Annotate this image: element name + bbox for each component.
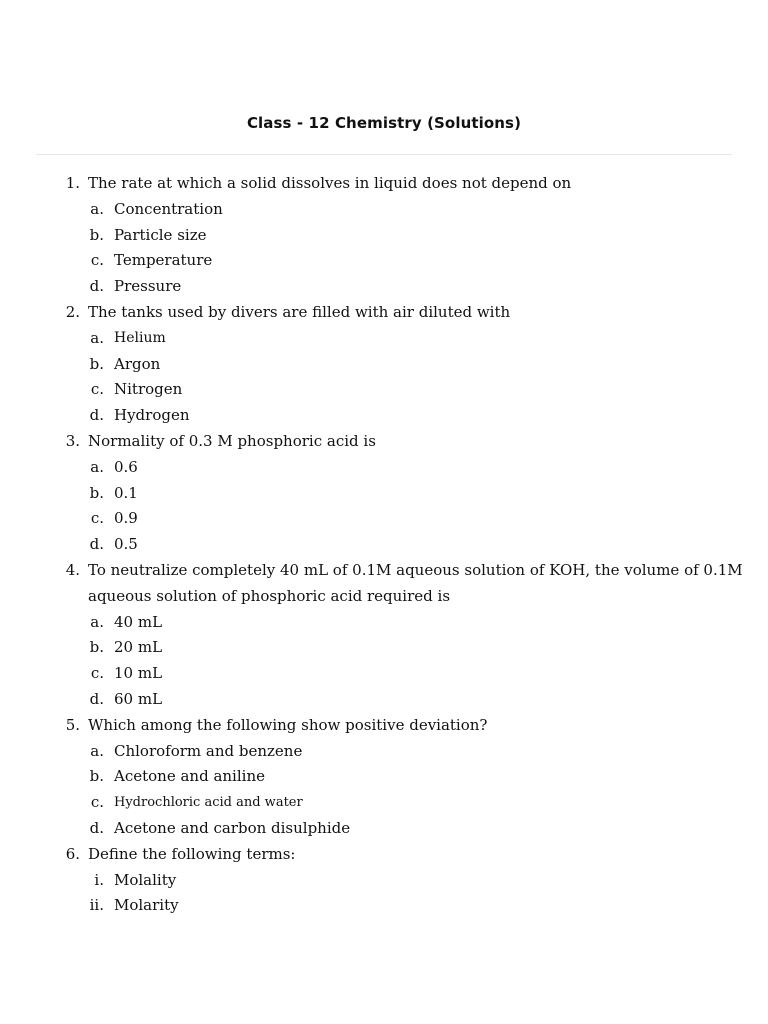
option-text: 0.1 xyxy=(114,483,138,502)
option-text: Helium xyxy=(114,329,166,346)
question-5 xyxy=(0,713,768,842)
option-label: b. xyxy=(89,225,104,244)
option-row xyxy=(0,403,768,429)
question-text: The rate at which a solid dissolves in liquid does not depend on xyxy=(88,174,572,192)
option-row xyxy=(0,790,768,816)
question-text-continued: aqueous solution of phosphoric acid required is xyxy=(88,586,451,605)
option-label: c. xyxy=(90,793,104,812)
option-label: a. xyxy=(90,199,104,218)
option-text: 10 mL xyxy=(114,664,163,683)
option-text: 40 mL xyxy=(114,612,163,631)
question-text: Define the following terms: xyxy=(88,844,296,863)
option-label: d. xyxy=(89,689,104,708)
option-row xyxy=(0,248,768,274)
question-6 xyxy=(0,842,768,919)
option-text: Hydrochloric acid and water xyxy=(114,795,303,811)
option-text: Acetone and carbon disulphide xyxy=(114,818,351,837)
option-row xyxy=(0,455,768,481)
option-row xyxy=(0,687,768,713)
question-number: 3. xyxy=(65,431,80,450)
option-text: Chloroform and benzene xyxy=(114,741,303,760)
option-label: d. xyxy=(89,535,104,554)
option-label: b. xyxy=(89,354,104,373)
option-text: Argon xyxy=(114,354,161,373)
option-row xyxy=(0,326,768,352)
option-text: Particle size xyxy=(114,225,207,244)
option-label: a. xyxy=(90,328,104,347)
option-text: 20 mL xyxy=(114,638,163,657)
question-1 xyxy=(0,171,768,300)
option-text: 0.6 xyxy=(114,457,138,476)
question-4 xyxy=(0,558,768,713)
option-row xyxy=(0,481,768,507)
term-row xyxy=(0,893,768,919)
title-divider xyxy=(36,154,732,155)
option-text: 60 mL xyxy=(114,689,163,708)
option-text: Hydrogen xyxy=(114,406,190,425)
option-label: d. xyxy=(89,277,104,296)
option-text: 0.9 xyxy=(114,509,138,528)
option-label: c. xyxy=(90,509,104,528)
option-label: a. xyxy=(90,457,104,476)
question-number: 5. xyxy=(65,715,80,734)
option-row xyxy=(0,816,768,842)
option-text: Concentration xyxy=(114,199,223,218)
option-row xyxy=(0,764,768,790)
option-label: b. xyxy=(89,483,104,502)
option-label: b. xyxy=(89,638,104,657)
question-list xyxy=(0,171,768,919)
question-2 xyxy=(0,300,768,429)
question-number: 4. xyxy=(65,560,80,579)
option-row xyxy=(0,223,768,249)
question-text: Normality of 0.3 M phosphoric acid is xyxy=(88,431,376,450)
option-text: 0.5 xyxy=(114,535,138,554)
option-row xyxy=(0,532,768,558)
option-row xyxy=(0,274,768,300)
option-row xyxy=(0,661,768,687)
question-number: 6. xyxy=(65,844,80,863)
option-label: b. xyxy=(89,767,104,786)
option-label: c. xyxy=(90,251,104,270)
option-label: d. xyxy=(89,818,104,837)
term-text: Molarity xyxy=(114,896,179,915)
option-text: Temperature xyxy=(114,251,213,270)
page-title: Class - 12 Chemistry (Solutions) xyxy=(246,114,522,132)
option-label: a. xyxy=(90,741,104,760)
term-label: ii. xyxy=(89,896,104,915)
option-text: Pressure xyxy=(114,277,182,296)
question-number: 2. xyxy=(65,302,80,321)
option-label: d. xyxy=(89,406,104,425)
option-label: c. xyxy=(90,380,104,399)
option-row xyxy=(0,610,768,636)
term-text: Molality xyxy=(114,870,177,889)
option-text: Nitrogen xyxy=(114,380,183,399)
option-row xyxy=(0,635,768,661)
option-row xyxy=(0,197,768,223)
question-text: To neutralize completely 40 mL of 0.1M aqueous solution of KOH, the volume of 0.1M xyxy=(88,560,743,579)
question-text: The tanks used by divers are filled with air diluted with xyxy=(88,302,511,321)
question-3 xyxy=(0,429,768,558)
option-row xyxy=(0,739,768,765)
option-text: Acetone and aniline xyxy=(114,767,265,786)
option-row xyxy=(0,377,768,403)
term-row xyxy=(0,868,768,894)
question-number: 1. xyxy=(65,174,80,192)
question-text: Which among the following show positive deviation? xyxy=(88,715,488,734)
option-row xyxy=(0,352,768,378)
option-row xyxy=(0,506,768,532)
option-label: a. xyxy=(90,612,104,631)
option-label: c. xyxy=(90,664,104,683)
term-label: i. xyxy=(94,870,104,889)
